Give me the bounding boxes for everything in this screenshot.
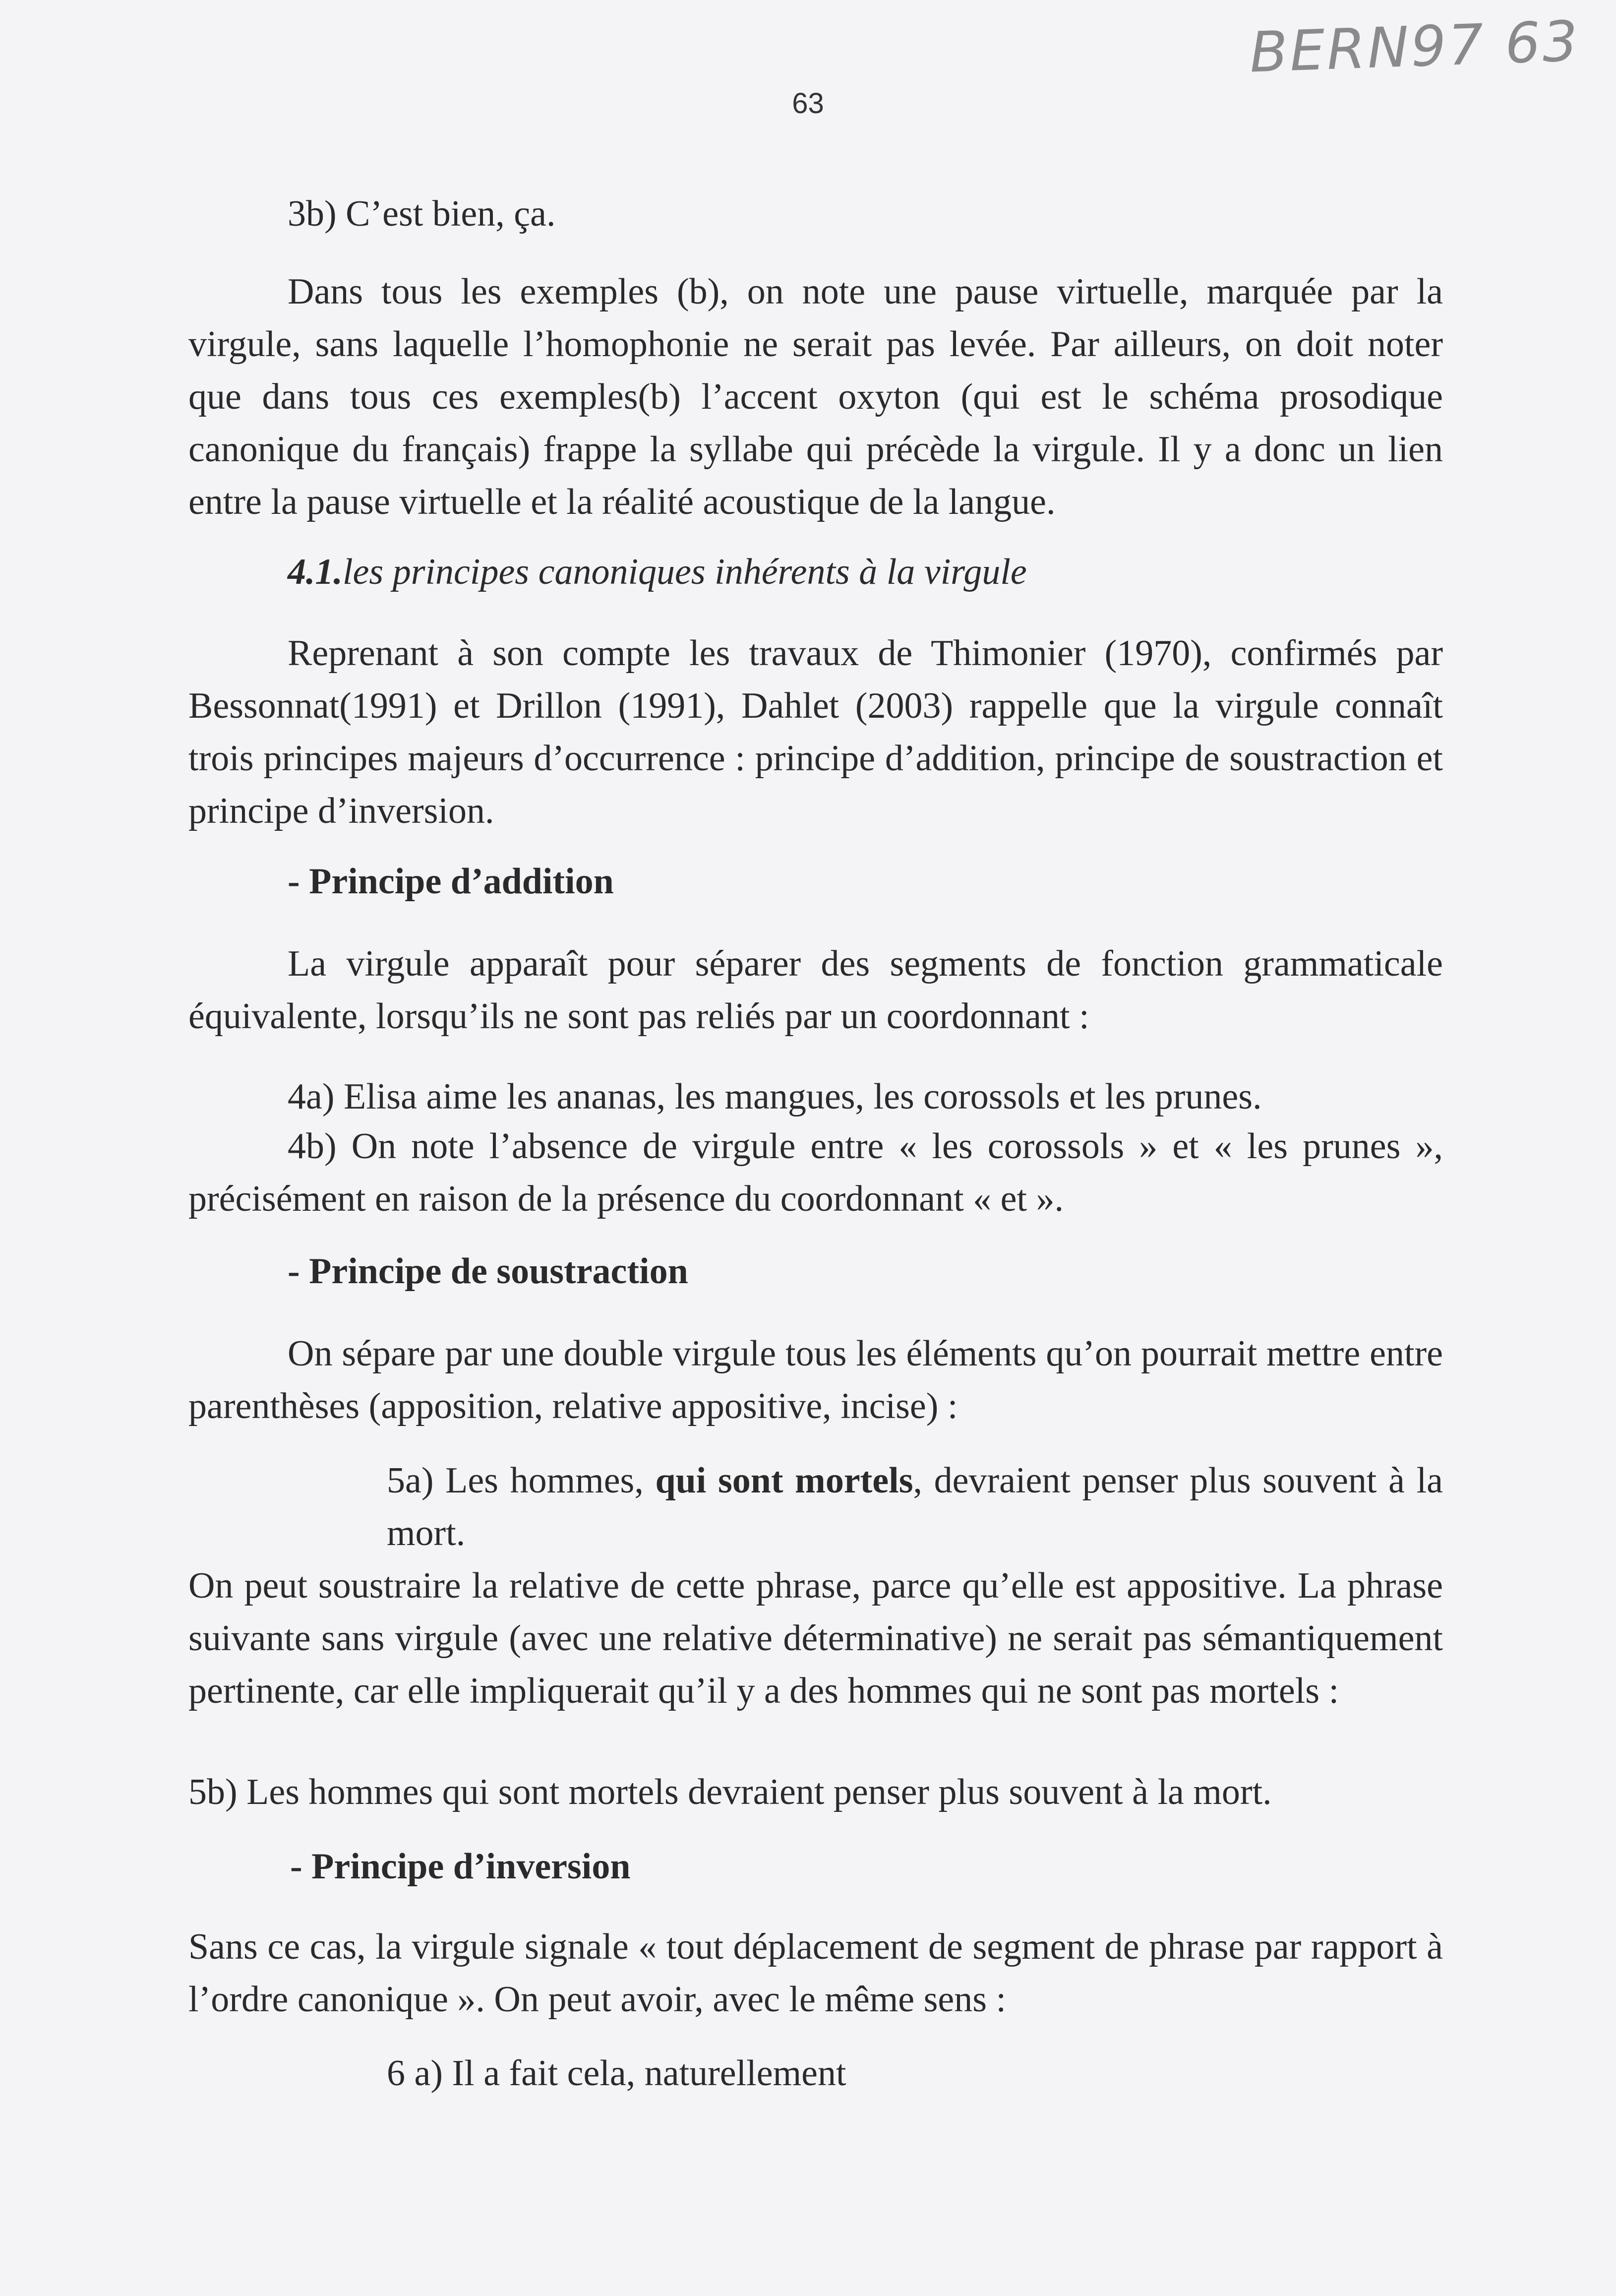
paragraph-addition: La virgule apparaît pour séparer des segments de fonction grammaticale équivalente, lorsqu’ils ne sont pas reliés par un coordonnant : [188,943,1443,1037]
page-number: 63 [792,87,824,120]
paragraph-inversion: Sans ce cas, la virgule signale « tout déplacement de segment de phrase par rapport à l’ordre canonique ». On peut avoir, avec le même sens : [188,1926,1443,2020]
example-5a-start: 5a) Les hommes, [387,1460,656,1501]
example-4b: 4b) On note l’absence de virgule entre « les corossols » et « les prunes », précisément en raison de la présence du coordonnant « et ». [188,1126,1443,1219]
section-title: les principes canoniques inhérents à la virgule [343,552,1027,592]
heading-principe-addition: - Principe d’addition [288,861,614,902]
section-number: 4.1. [288,552,343,592]
paragraph-pause-virtuelle: Dans tous les exemples (b), on note une pause virtuelle, marquée par la virgule, sans laquelle l’homophonie ne serait pas levée. Par ailleurs, on doit noter que dans tous ces exemples(b) l’accent oxyton (qui est le schéma prosodique canonique du français) frappe la syllabe qui précède la virgule. Il y a donc un lien entre la pause virtuelle et la réalité acoustique de la langue. [188,271,1443,522]
example-6a: 6 a) Il a fait cela, naturellement [387,2053,846,2094]
example-5a-bold: qui sont mortels [655,1460,913,1501]
paragraph-principes: Reprenant à son compte les travaux de Thimonier (1970), confirmés par Bessonnat(1991) et Drillon (1991), Dahlet (2003) rappelle que la virgule connaît trois principes majeurs d’occurrence : principe d’addition, principe de soustraction et principe d’inversion. [188,633,1443,831]
example-4a: 4a) Elisa aime les ananas, les mangues, les corossols et les prunes. [288,1076,1262,1117]
archive-stamp: BERN97 63 [1248,9,1581,85]
paragraph-relative-appositive: On peut soustraire la relative de cette phrase, parce qu’elle est appositive. La phrase suivante sans virgule (avec une relative déterminative) ne serait pas sémantiquement pertinente, car elle impliquerait qu’il y a des hommes qui ne sont pas mortels : [188,1565,1443,1711]
heading-principe-inversion: - Principe d’inversion [290,1846,631,1887]
section-heading [288,546,1027,598]
example-5a-end: , devraient penser plus souvent à la mort. [387,1460,1443,1553]
paragraph-soustraction: On sépare par une double virgule tous les éléments qu’on pourrait mettre entre parenthèses (apposition, relative appositive, incise) : [188,1333,1443,1427]
heading-principe-soustraction: - Principe de soustraction [288,1251,688,1292]
example-5a [387,1454,1443,1559]
example-5b: 5b) Les hommes qui sont mortels devraient penser plus souvent à la mort. [188,1772,1272,1812]
example-3b: 3b) C’est bien, ça. [288,193,556,234]
